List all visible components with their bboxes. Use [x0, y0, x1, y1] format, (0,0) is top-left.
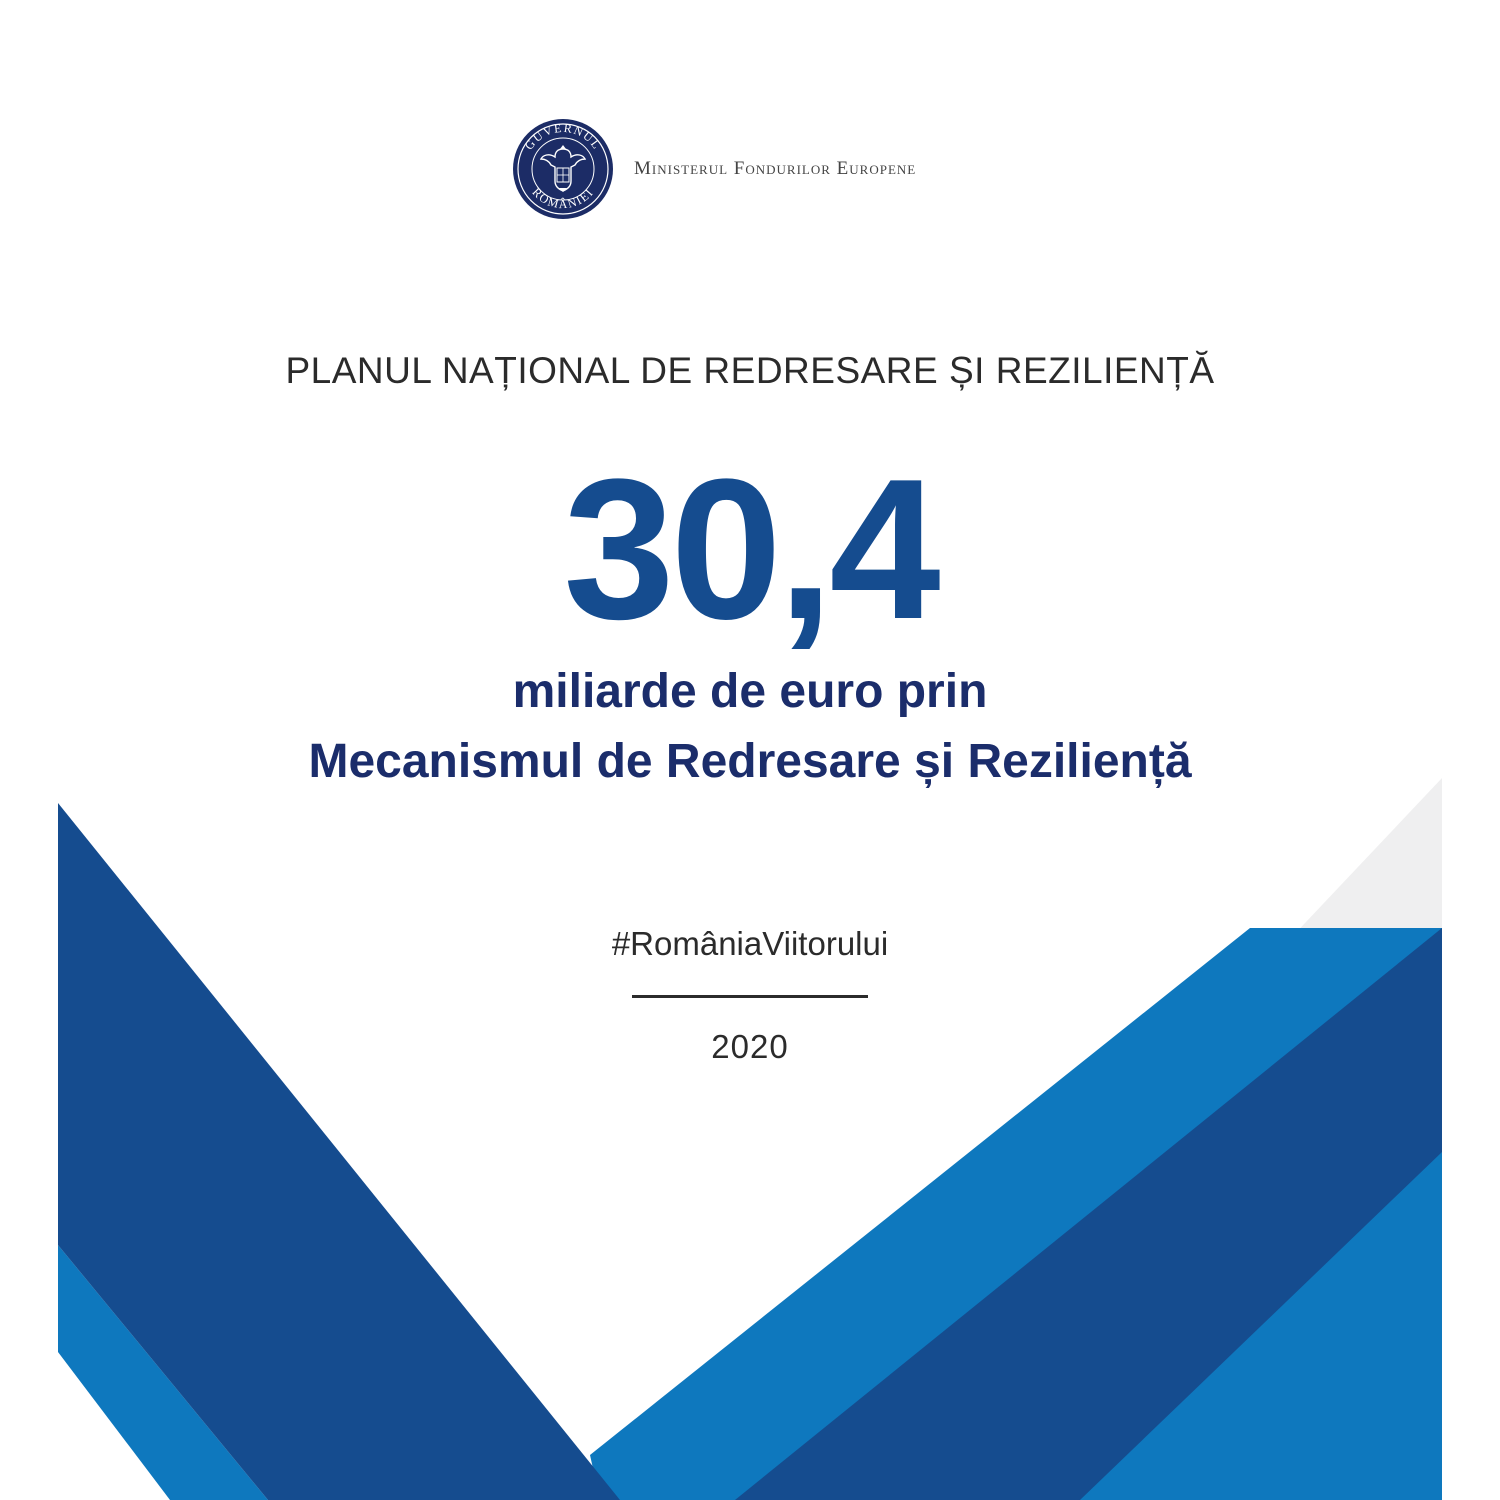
amount-caption-line-1: miliarde de euro prin — [512, 665, 988, 718]
government-seal-icon — [512, 118, 614, 220]
svg-text:GUVERNUL: GUVERNUL — [521, 120, 605, 153]
document-title: PLANUL NAȚIONAL DE REDRESARE ȘI REZILIENȚĂ — [285, 350, 1215, 391]
divider — [632, 995, 868, 998]
year: 2020 — [711, 1028, 789, 1065]
amount-figure: 30,4 — [563, 438, 937, 661]
ministry-name: Ministerul Fondurilor Europene — [634, 158, 917, 179]
header — [512, 118, 916, 220]
svg-text:ROMÂNIEI: ROMÂNIEI — [529, 185, 597, 212]
amount-caption-line-2: Mecanismul de Redresare și Reziliență — [308, 735, 1192, 788]
hashtag: #RomâniaViitorului — [611, 925, 889, 962]
